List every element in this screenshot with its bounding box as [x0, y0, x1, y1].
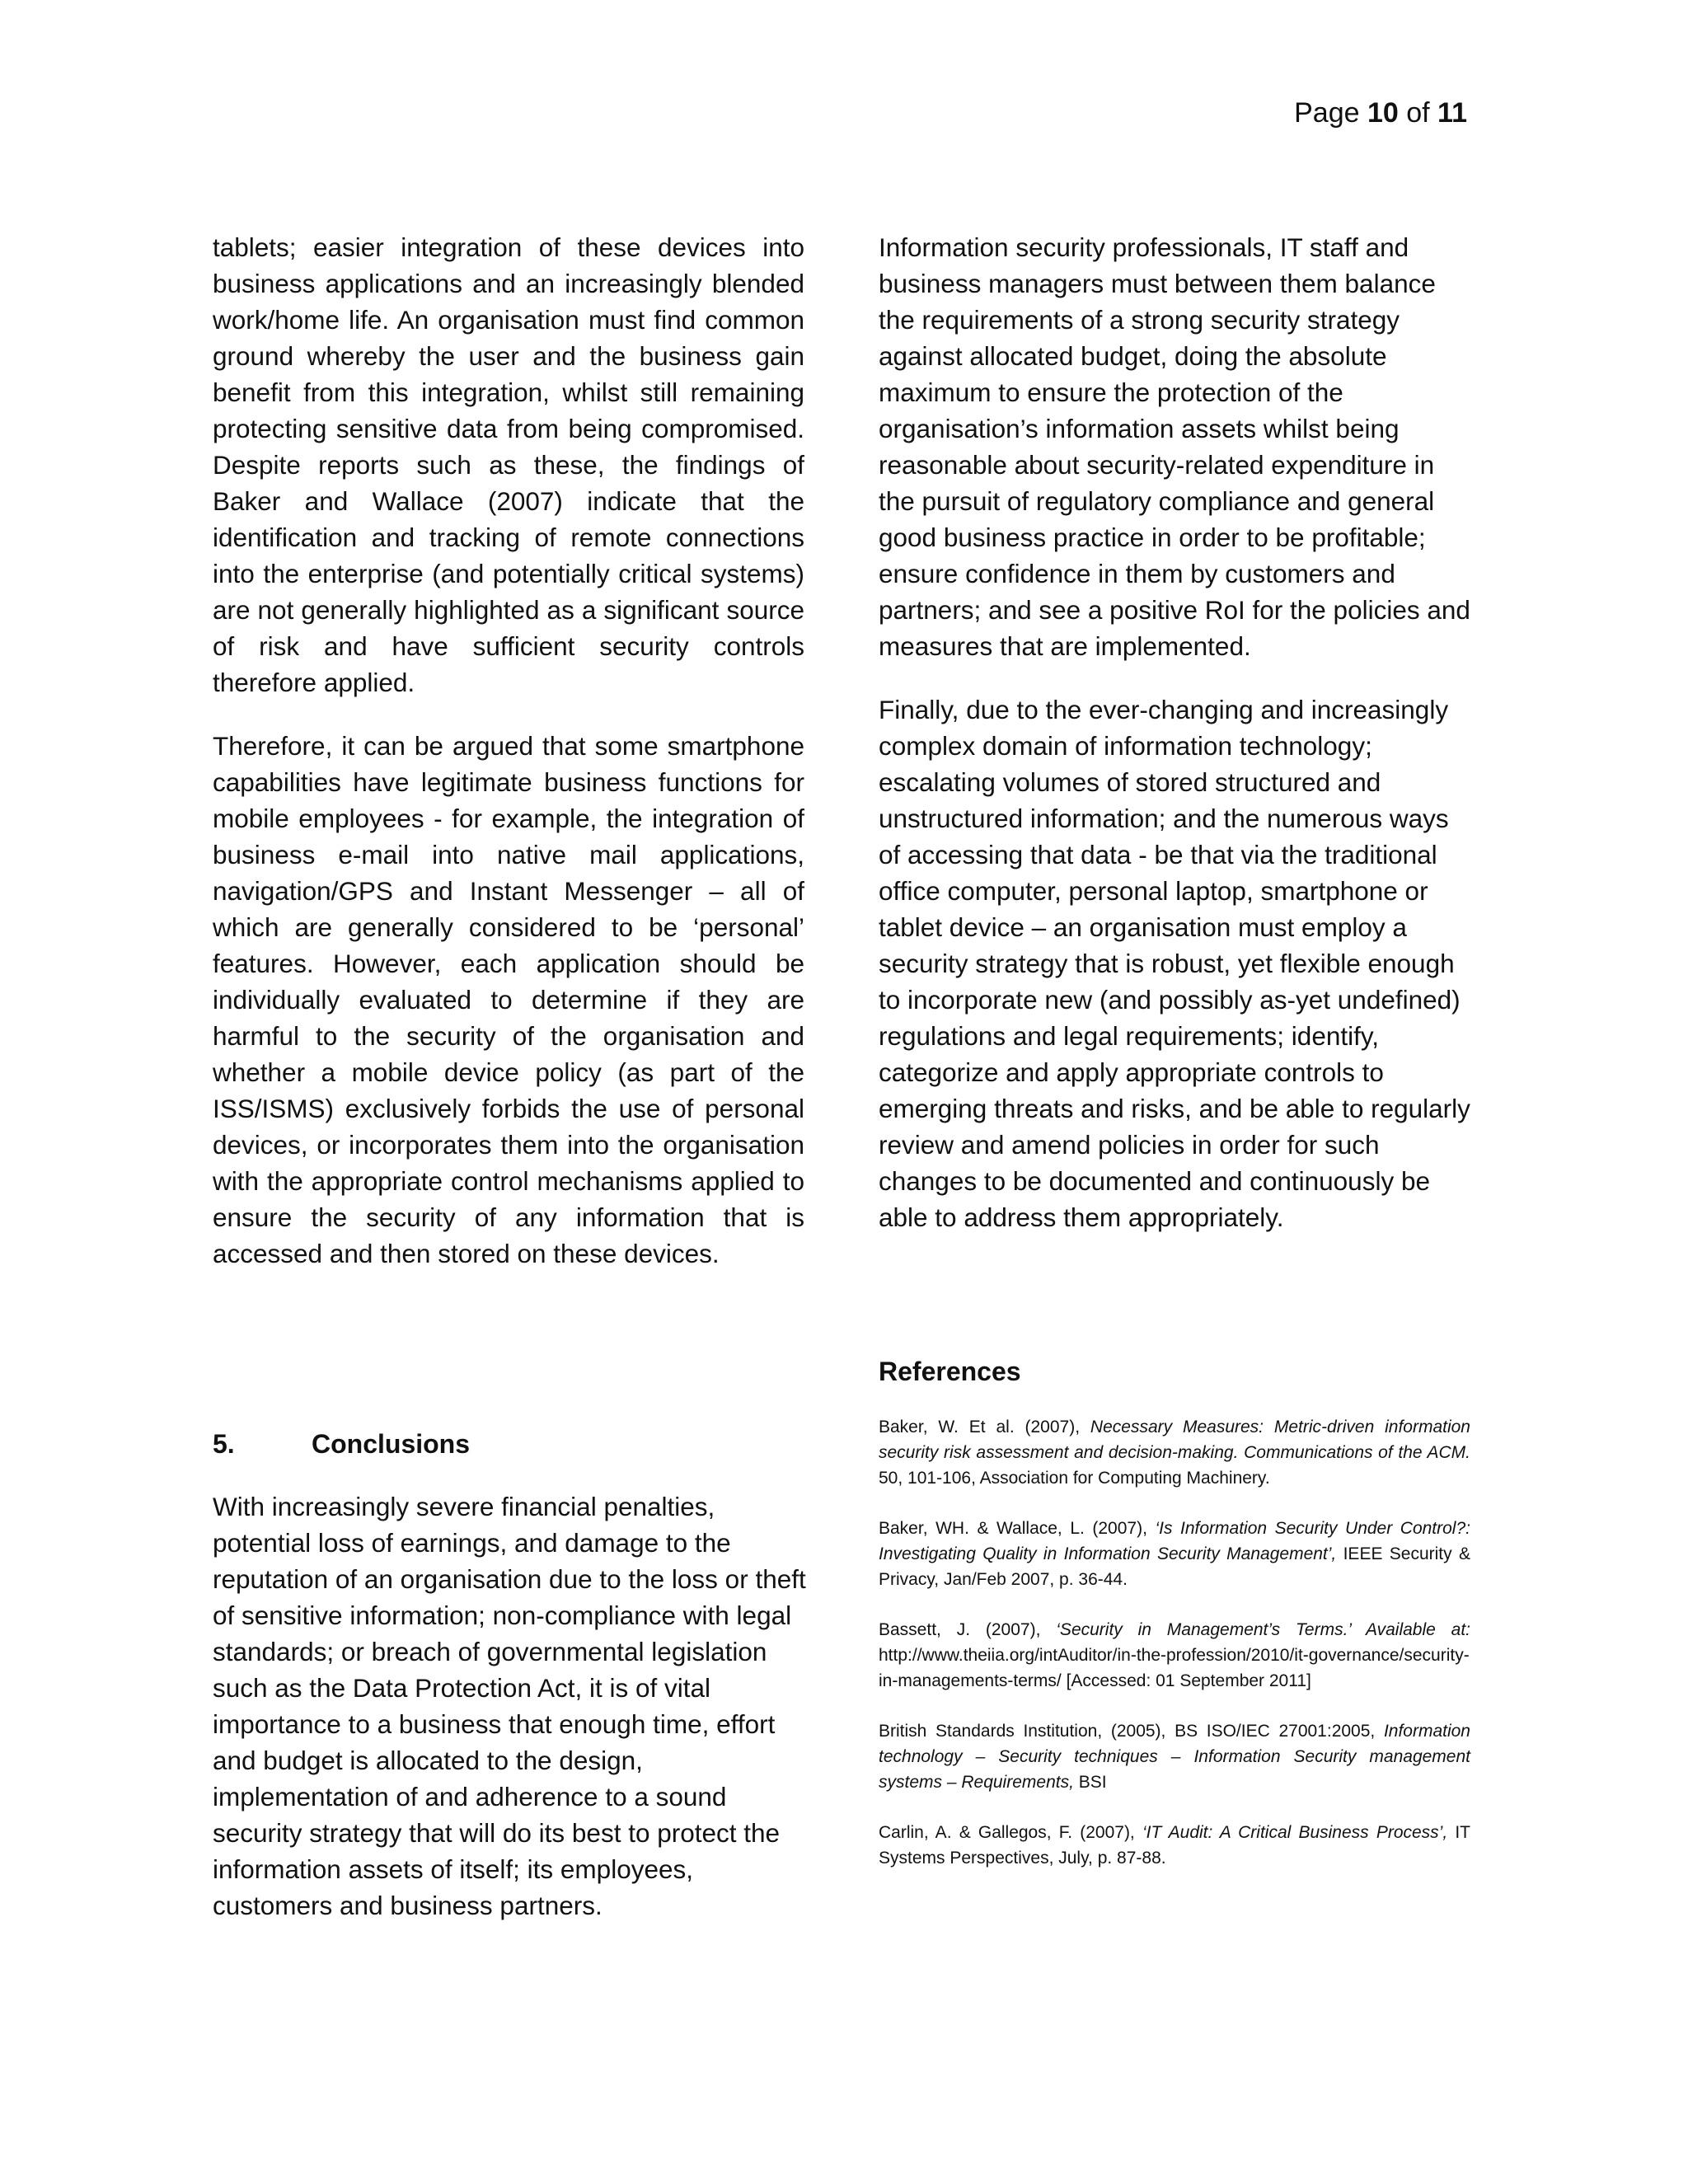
ref-4-title: Information technology – Security techniques – Information Security management systems – Requirements, [879, 1722, 1470, 1792]
conclusions-number: 5. [213, 1429, 235, 1459]
page-current: 10 [1367, 97, 1399, 129]
ref-1-title: Necessary Measures: Metric-driven information security risk assessment and decision-making. Communications of the ACM. [879, 1418, 1470, 1462]
ref-1-authors: Baker, W. Et al. (2007), [879, 1418, 1090, 1436]
ref-1-details: 50, 101-106, Association for Computing Machinery. [879, 1469, 1270, 1488]
page-total: 11 [1437, 97, 1467, 129]
reference-item [879, 1820, 1470, 1871]
references-list [879, 1414, 1470, 1896]
right-paragraph-2: Finally, due to the ever-changing and increasingly complex domain of information technology; escalating volumes of stored structured and unstructured information; and the numerous ways of accessing that data - be that via the traditional office computer, personal laptop, smartphone or tablet device – an organisation must employ a security strategy that is robust, yet flexible enough to incorporate new (and possibly as-yet undefined) regulations and legal requirements; identify, categorize and apply appropriate controls to emerging threats and risks, and be able to regularly review and amend policies in order for such changes to be documented and continuously be able to address them appropriately. [879, 695, 1470, 1232]
conclusions-heading [213, 1426, 470, 1462]
left-paragraph-2: Therefore, it can be argued that some smartphone capabilities have legitimate business functions for mobile employees - for example, the integration of business e-mail into native mail applications, navigation/GPS and Instant Messenger – all of which are generally considered to be ‘personal’ features. However, each application should be individually evaluated to determine if they are harmful to the security of the organisation and whether a mobile device policy (as part of the ISS/ISMS) exclusively forbids the use of personal devices, or incorporates them into the organisation with the appropriate control mechanisms applied to ensure the security of any information that is accessed and then stored on these devices. [213, 731, 804, 1268]
ref-3-details: http://www.theiia.org/intAuditor/in-the-profession/2010/it-governance/security-in-managements-terms/ [Accessed: 01 September 2011] [879, 1646, 1470, 1690]
reference-item [879, 1414, 1470, 1491]
left-paragraph-1: tablets; easier integration of these devices into business applications and an increasingly blended work/home life. An organisation must find common ground whereby the user and the business gain benefit from this integration, whilst still remaining protecting sensitive data from being compromised. Despite reports such as these, the findings of Baker and Wallace (2007) indicate that the identification and tracking of remote connections into the enterprise (and potentially critical systems) are not generally highlighted as a significant source of risk and have sufficient security controls therefore applied. [213, 232, 804, 697]
reference-item [879, 1718, 1470, 1795]
page-number [1294, 97, 1467, 129]
ref-5-authors: Carlin, A. & Gallegos, F. (2007), [879, 1823, 1142, 1842]
ref-4-details: BSI [1073, 1773, 1107, 1792]
ref-3-authors: Bassett, J. (2007), [879, 1620, 1057, 1639]
right-column [879, 229, 1470, 1263]
reference-item [879, 1516, 1470, 1592]
ref-2-authors: Baker, WH. & Wallace, L. (2007), [879, 1519, 1156, 1538]
left-column [213, 229, 804, 1299]
ref-3-title: ‘Security in Management’s Terms.’ Available at: [1056, 1620, 1471, 1639]
ref-2-title: ‘Is Information Security Under Control?: Investigating Quality in Information Security Management’, [879, 1519, 1470, 1563]
conclusions-paragraph: With increasingly severe financial penalties, potential loss of earnings, and damage to the reputation of an organisation due to the loss or theft of sensitive information; non-compliance with legal standards; or breach of governmental legislation such as the Data Protection Act, it is of vital importance to a business that enough time, effort and budget is allocated to the design, implementation of and adherence to a sound security strategy that will do its best to protect the information assets of itself; its employees, customers and business partners. [213, 1492, 806, 1920]
page-prefix: Page [1294, 97, 1367, 129]
ref-5-details: IT Systems Perspectives, July, p. 87-88. [879, 1823, 1471, 1868]
ref-2-details: IEEE Security & Privacy, Jan/Feb 2007, p. 36-44. [879, 1544, 1470, 1589]
reference-item [879, 1617, 1470, 1694]
right-paragraph-1: Information security professionals, IT staff and business managers must between them balance the requirements of a strong security strategy against allocated budget, doing the absolute maximum to ensure the protection of the organisation’s information assets whilst being reasonable about security-related expenditure in the pursuit of regulatory compliance and general good business practice in order to be profitable; ensure confidence in them by customers and partners; and see a positive RoI for the policies and measures that are implemented. [879, 232, 1470, 661]
conclusions-title: Conclusions [312, 1429, 471, 1459]
ref-5-title: ‘IT Audit: A Critical Business Process’, [1142, 1823, 1448, 1842]
references-heading: References [879, 1357, 1021, 1386]
page-of: of [1398, 97, 1438, 129]
ref-4-authors: British Standards Institution, (2005), BS ISO/IEC 27001:2005, [879, 1722, 1384, 1741]
